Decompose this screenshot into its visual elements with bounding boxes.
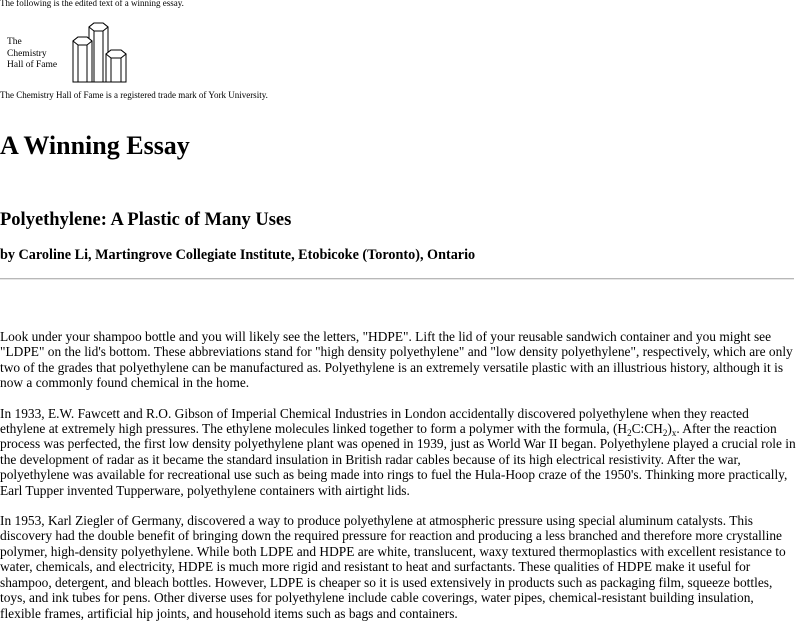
chemistry-hall-of-fame-logo xyxy=(0,14,140,84)
formula-subscript: 2 xyxy=(662,428,668,439)
essay-body xyxy=(0,329,796,636)
essay-byline: by Caroline Li, Martingrove Collegiate Institute, Etobicoke (Toronto), Ontario xyxy=(0,247,476,263)
essay-title: Polyethylene: A Plastic of Many Uses xyxy=(0,210,292,230)
logo-text-line-3: Hall of Fame xyxy=(7,60,58,70)
essay-paragraph-1: Look under your shampoo bottle and you will likely see the letters, "HDPE". Lift the lid of your reusable sandwich container and you might see "LDPE" on the lid's bottom. These abbreviations stand for "high density polyethylene" and "low density polyethylene", respectively, which are only two of the grades that polyethylene can be manufactured as. Polyethylene is an extremely versatile plastic with an illustrious history, although it is now a commonly found chemical in the home. xyxy=(0,329,793,391)
formula-subscript: x xyxy=(671,428,677,439)
hexagonal-columns-logo-icon xyxy=(70,18,130,84)
polyethylene-formula xyxy=(612,421,677,439)
page-title: A Winning Essay xyxy=(0,131,190,160)
paragraph-2-text-before-formula: In 1933, E.W. Fawcett and R.O. Gibson of Imperial Chemical Industries in London accidentally discovered polyethylene when they reacted ethylene at extremely high pressures. The ethylene molecules linked together to form a polymer with the formula, xyxy=(0,405,749,437)
formula-open: (H xyxy=(612,421,628,437)
horizontal-rule xyxy=(0,278,794,280)
essay-paragraph-3: In 1953, Karl Ziegler of Germany, discovered a way to produce polyethylene at atmospheric pressure using special aluminum catalysts. This discovery had the double benefit of bringing down the required pressure for reaction and producing a less branched and therefore more crystalline polymer, high-density polyethylene. While both LDPE and HDPE are white, translucent, waxy textured thermoplastics with excellent resistance to water, chemicals, and electricity, HDPE is much more rigid and resistant to heat and surfactants. These qualities of HDPE make it useful for shampoo, detergent, and bleach bottles. However, LDPE is cheaper so it is used extensively in products such as packaging film, squeeze bottles, toys, and ink tubes for pens. Other diverse uses for polyethylene include cable coverings, water pipes, chemical-resistant building insulation, flexible frames, artificial hip joints, and household items such as bags and containers. xyxy=(0,513,786,621)
formula-mid: C:CH xyxy=(631,421,663,437)
logo-text-line-2: Chemistry xyxy=(7,48,47,59)
trademark-note: The Chemistry Hall of Fame is a registered trade mark of York University. xyxy=(0,90,268,100)
formula-subscript: 2 xyxy=(627,428,632,439)
essay-paragraph-2 xyxy=(0,406,796,498)
logo-text xyxy=(7,37,57,72)
paragraph-2-text-after-formula: . After the reaction process was perfected, the first low density polyethylene plant was opened in 1939, just as World War II began. Polyethylene played a crucial role in the development of radar as it became the standard insulation in British radar cables because of its high electrical resistivity. After the war, polyethylene was available for recreational use such as being made into rings to fuel the Hula-Hoop craze of the 1950's. Thinking more practically, Earl Tupper invented Tupperware, polyethylene containers with airtight lids. xyxy=(0,421,796,498)
formula-close: ) xyxy=(667,421,672,437)
logo-text-line-1: The xyxy=(7,37,22,47)
intro-note: The following is the edited text of a winning essay. xyxy=(0,0,184,8)
